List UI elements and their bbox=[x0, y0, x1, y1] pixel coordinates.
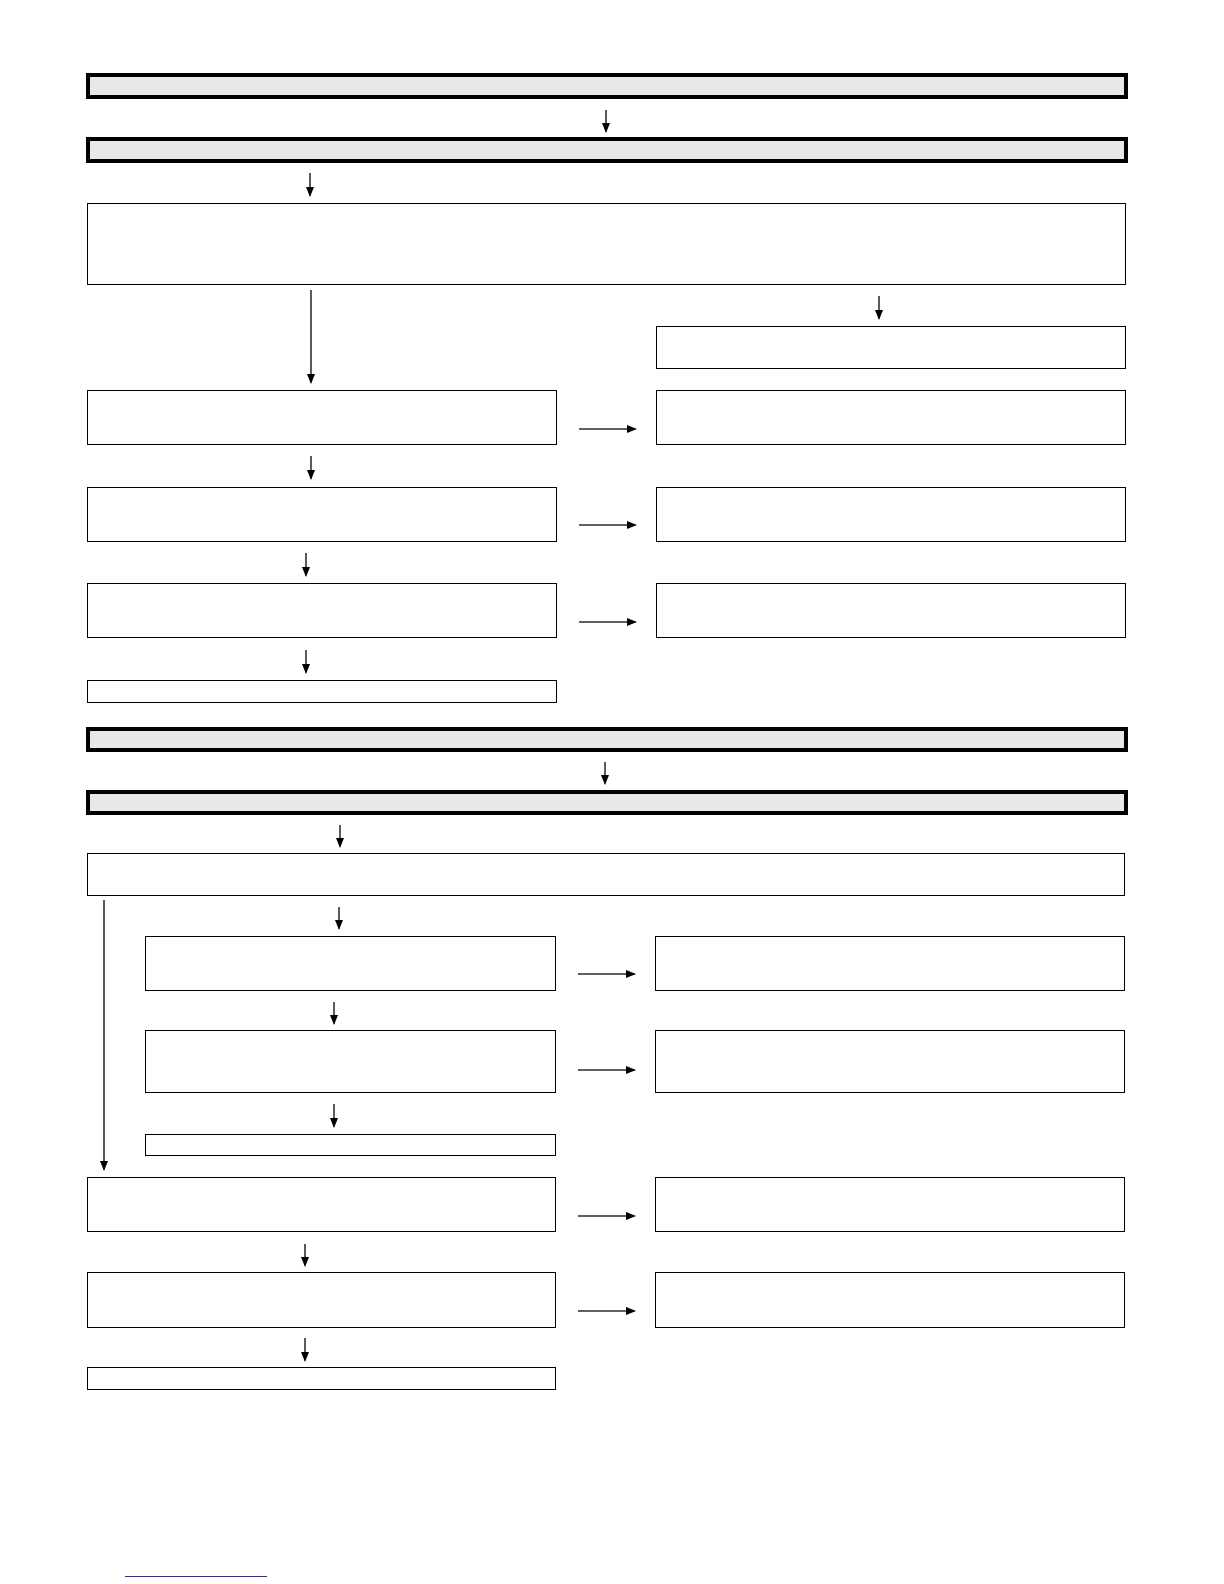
flowchart1-header-1 bbox=[86, 73, 1128, 99]
flowchart1-left-step-3 bbox=[87, 583, 557, 638]
flowchart1-right-top-box bbox=[656, 326, 1126, 369]
flowchart2-right-step-1 bbox=[655, 1177, 1125, 1232]
flowchart2-inner-right-step-1 bbox=[655, 936, 1125, 991]
flowchart2-right-step-2 bbox=[655, 1272, 1125, 1328]
flowchart1-end-box bbox=[87, 680, 557, 703]
flowchart2-end-box bbox=[87, 1367, 556, 1390]
flowchart2-inner-end-box bbox=[145, 1134, 556, 1156]
flowchart2-inner-right-step-2 bbox=[655, 1030, 1125, 1093]
flowchart1-right-step-2 bbox=[656, 487, 1126, 542]
flowchart2-left-step-1 bbox=[87, 1177, 556, 1232]
flowchart2-inner-left-step-2 bbox=[145, 1030, 556, 1093]
flowchart1-right-step-3 bbox=[656, 583, 1126, 638]
flowchart1-header-2 bbox=[86, 137, 1128, 163]
flowchart1-right-step-1 bbox=[656, 390, 1126, 445]
flowchart2-header-1 bbox=[86, 727, 1128, 752]
flowchart1-left-step-1 bbox=[87, 390, 557, 445]
flowchart1-left-step-2 bbox=[87, 487, 557, 542]
flowchart1-main-box bbox=[87, 203, 1126, 285]
flowchart2-left-step-2 bbox=[87, 1272, 556, 1328]
flowchart2-main-box bbox=[87, 853, 1125, 896]
flowchart2-inner-left-step-1 bbox=[145, 936, 556, 991]
flowchart2-header-2 bbox=[86, 790, 1128, 815]
footer-link[interactable] bbox=[125, 1560, 267, 1577]
